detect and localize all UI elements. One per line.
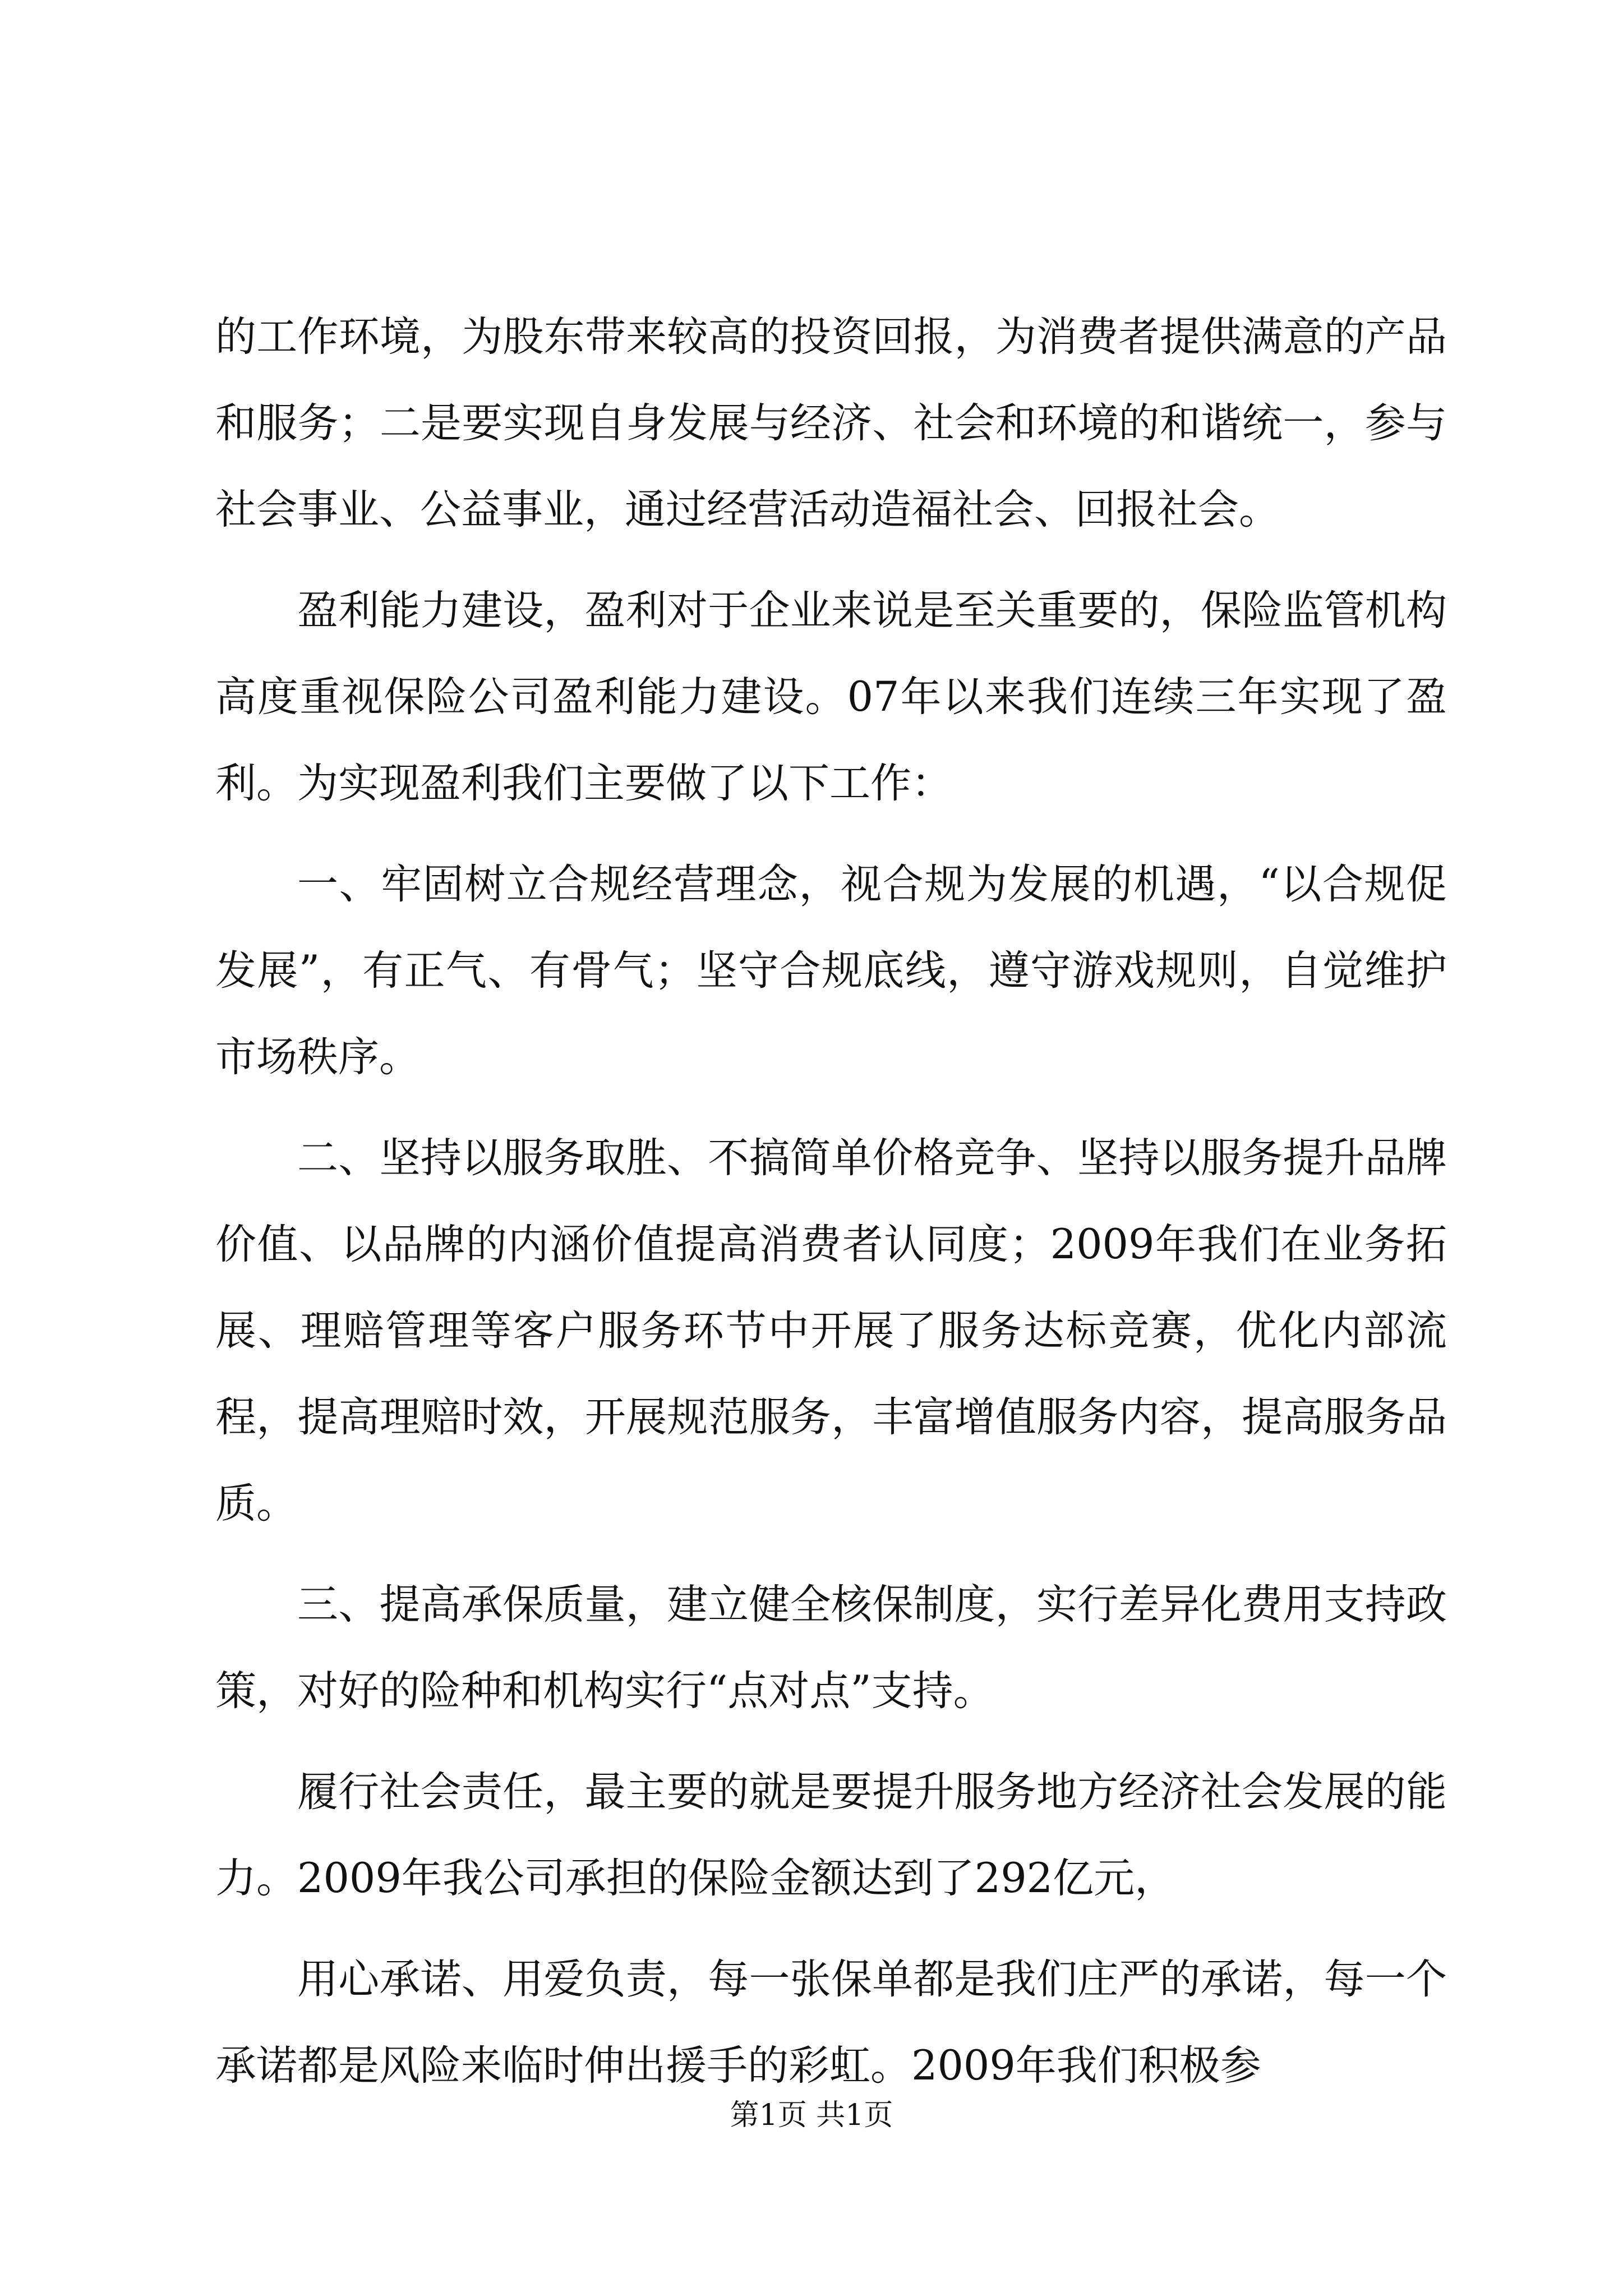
paragraph-1: 的工作环境，为股东带来较高的投资回报，为消费者提供满意的产品和服务；二是要实现自身发展与经济、社会和环境的和谐统一，参与社会事业、公益事业，通过经营活动造福社会、回报社会。 <box>215 313 1447 533</box>
paragraph-5: 三、提高承保质量，建立健全核保制度，实行差异化费用支持政策，对好的险种和机构实行“点对点”支持。 <box>215 1581 1447 1715</box>
paragraph-3: 一、牢固树立合规经营理念，视合规为发展的机遇，“以合规促发展”，有正气、有骨气；坚守合规底线，遵守游戏规则，自觉维护市场秩序。 <box>215 861 1447 1081</box>
paragraph-2: 盈利能力建设，盈利对于企业来说是至关重要的，保险监管机构高度重视保险公司盈利能力建设。07年以来我们连续三年实现了盈利。为实现盈利我们主要做了以下工作： <box>215 587 1447 807</box>
paragraph-6: 履行社会责任，最主要的就是要提升服务地方经济社会发展的能力。2009年我公司承担的保险金额达到了292亿元， <box>215 1768 1447 1902</box>
document-body <box>215 294 1447 2124</box>
page-footer <box>0 2096 1623 2135</box>
page-number-label: 第1页 共1页 <box>730 2099 893 2132</box>
paragraph-4: 二、坚持以服务取胜、不搞简单价格竞争、坚持以服务提升品牌价值、以品牌的内涵价值提高消费者认同度；2009年我们在业务拓展、理赔管理等客户服务环节中开展了服务达标竞赛，优化内部流程，提高理赔时效，开展规范服务，丰富增值服务内容，提高服务品质。 <box>215 1134 1447 1527</box>
paragraph-7: 用心承诺、用爱负责，每一张保单都是我们庄严的承诺，每一个承诺都是风险来临时伸出援手的彩虹。2009年我们积极参 <box>215 1955 1447 2090</box>
